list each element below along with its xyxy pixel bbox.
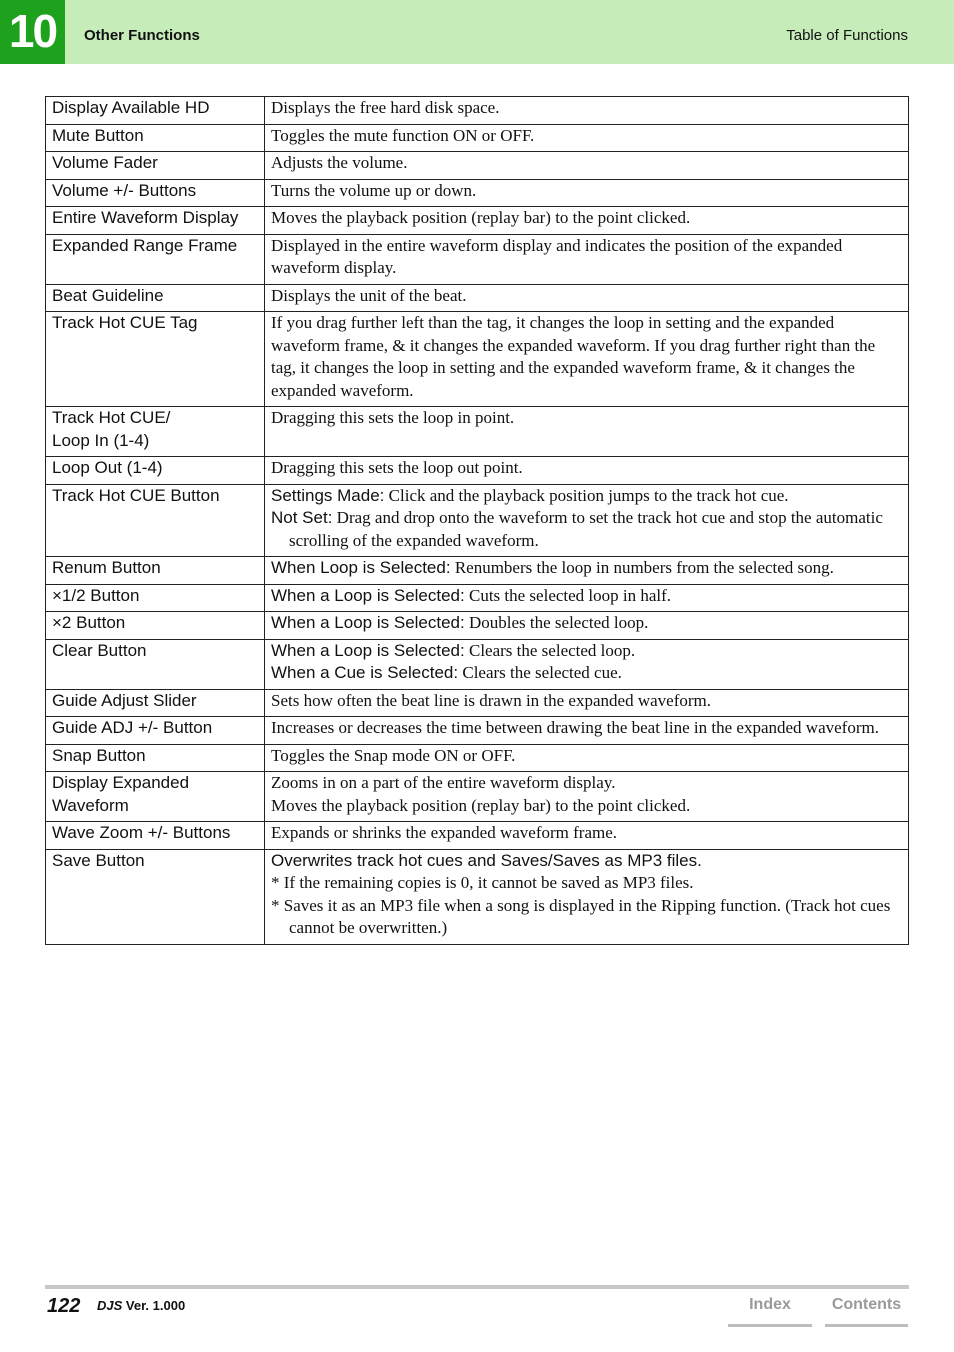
term-cell: Mute Button [46,124,265,152]
index-link[interactable]: Index [728,1296,812,1327]
term-cell [46,772,265,822]
condition-label: When Loop is Selected: [271,558,451,577]
description-cell: Toggles the mute function ON or OFF. [265,124,909,152]
table-row [46,772,909,822]
term-cell: Guide ADJ +/- Button [46,717,265,745]
product-name: DJS [97,1298,123,1313]
description-cell: Dragging this sets the loop out point. [265,457,909,485]
term-cell: Volume +/- Buttons [46,179,265,207]
page-subtitle: Table of Functions [786,27,908,44]
description-line [271,507,902,552]
condition-label: When a Cue is Selected: [271,663,459,682]
description-cell: Turns the volume up or down. [265,179,909,207]
description-line: Zooms in on a part of the entire waveform display. [271,773,616,792]
chapter-number-badge: 10 [0,0,65,64]
term-cell: Track Hot CUE Tag [46,312,265,407]
table-row [46,557,909,585]
description-cell [265,639,909,689]
table-row [46,407,909,457]
table-row [46,822,909,850]
term-line: Loop In (1-4) [52,430,150,450]
condition-label: When a Loop is Selected: [271,585,465,605]
term-cell: Loop Out (1-4) [46,457,265,485]
table-row [46,717,909,745]
condition-text: Doubles the selected loop. [464,613,649,632]
term-cell: Display Available HD [46,97,265,125]
table-row [46,124,909,152]
condition-label: Settings Made: [271,485,385,505]
description-cell [265,484,909,557]
term-line: Track Hot CUE/ [52,408,171,427]
footnote: * Saves it as an MP3 file when a song is displayed in the Ripping function. (Track hot cues cannot be overwritten.) [271,895,891,937]
description-cell: Expands or shrinks the expanded waveform frame. [265,822,909,850]
description-cell: Toggles the Snap mode ON or OFF. [265,744,909,772]
table-row [46,584,909,612]
term-cell: Entire Waveform Display [46,207,265,235]
condition-text: Renumbers the loop in numbers from the selected song. [450,558,834,577]
term-line: Display Expanded [52,773,190,792]
table-row [46,457,909,485]
description-lead: Overwrites track hot cues and Saves/Saves as MP3 files. [271,850,702,870]
term-cell: Guide Adjust Slider [46,689,265,717]
condition-text: Clears the selected loop. [464,640,636,660]
description-cell [265,849,909,944]
description-cell [265,772,909,822]
description-line [271,640,902,663]
functions-table [45,96,909,945]
term-cell: Clear Button [46,639,265,689]
description-cell: Dragging this sets the loop in point. [265,407,909,457]
condition-text: Click and the playback position jumps to the track hot cue. [384,485,789,505]
contents-link[interactable]: Contents [825,1296,908,1327]
table-row [46,312,909,407]
footnote: * If the remaining copies is 0, it cannot be saved as MP3 files. [271,873,694,892]
table-row [46,234,909,284]
condition-text: Clears the selected cue. [458,663,622,682]
term-cell: ×1/2 Button [46,584,265,612]
description-cell: If you drag further left than the tag, it changes the loop in setting and the expanded waveform frame, & it changes the expanded waveform. If you drag further right than the tag, it changes the loop in setting and the expanded waveform frame, & it changes the expanded waveform. [265,312,909,407]
term-line: Waveform [52,795,129,815]
condition-text: Drag and drop onto the waveform to set the track hot cue and stop the automatic scrolling of the expanded waveform. [289,508,883,550]
term-cell: Track Hot CUE Button [46,484,265,557]
table-row [46,484,909,557]
description-line: Moves the playback position (replay bar) to the point clicked. [271,795,691,815]
footer-divider [45,1285,909,1289]
description-cell: Displayed in the entire waveform display and indicates the position of the expanded waveform display. [265,234,909,284]
table-row [46,179,909,207]
table-row [46,744,909,772]
table-row [46,152,909,180]
term-cell: Expanded Range Frame [46,234,265,284]
version-label [97,1298,185,1313]
condition-label: Not Set: [271,508,333,527]
description-cell [265,612,909,640]
description-cell [265,584,909,612]
description-cell: Increases or decreases the time between drawing the beat line in the expanded waveform. [265,717,909,745]
table-row [46,284,909,312]
term-cell: Volume Fader [46,152,265,180]
page-number: 122 [47,1295,81,1317]
term-cell [46,407,265,457]
description-line [271,485,902,508]
condition-label: When a Loop is Selected: [271,613,465,632]
condition-text: Cuts the selected loop in half. [464,585,672,605]
table-row [46,612,909,640]
table-row [46,97,909,125]
description-cell [265,557,909,585]
condition-label: When a Loop is Selected: [271,640,465,660]
description-line [271,585,902,608]
term-cell: Wave Zoom +/- Buttons [46,822,265,850]
description-cell: Displays the free hard disk space. [265,97,909,125]
term-cell: Save Button [46,849,265,944]
term-cell: Beat Guideline [46,284,265,312]
term-cell: Snap Button [46,744,265,772]
term-cell: Renum Button [46,557,265,585]
term-cell: ×2 Button [46,612,265,640]
description-cell: Sets how often the beat line is drawn in the expanded waveform. [265,689,909,717]
version-number: Ver. 1.000 [122,1298,186,1313]
table-row [46,849,909,944]
description-line [271,662,902,685]
table-row [46,207,909,235]
description-line [271,557,902,580]
section-title: Other Functions [84,27,200,44]
description-cell: Moves the playback position (replay bar) to the point clicked. [265,207,909,235]
table-row [46,639,909,689]
description-cell: Displays the unit of the beat. [265,284,909,312]
table-row [46,689,909,717]
description-cell: Adjusts the volume. [265,152,909,180]
description-line [271,612,902,635]
